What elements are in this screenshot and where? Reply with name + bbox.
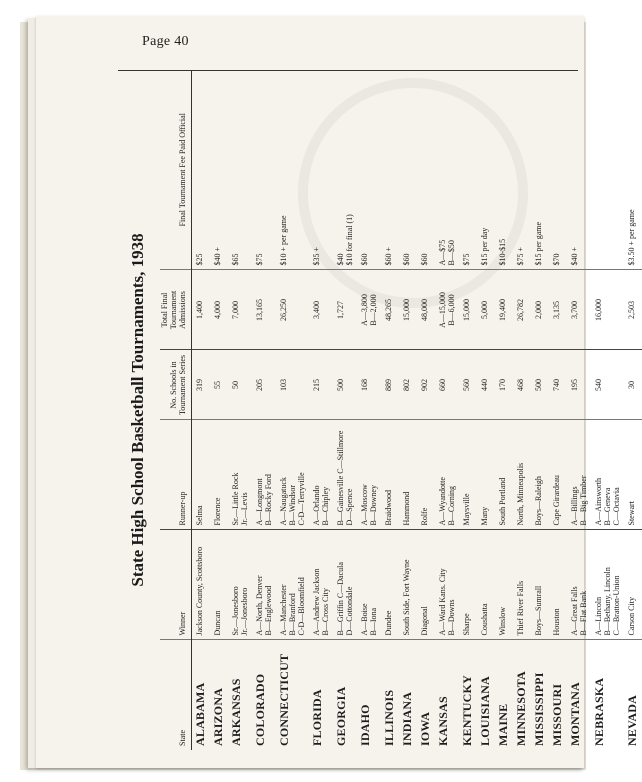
row-runner-up: A—Billings B—Big Timber [567, 420, 591, 530]
header-state: State [160, 640, 192, 750]
landscape-table-block [118, 70, 639, 750]
row-total-admissions: 19,400 [495, 270, 513, 350]
row-winner: Jackson County, Scottsboro [192, 530, 211, 640]
table-row [495, 70, 513, 750]
row-total-admissions: 15,000 [459, 270, 477, 350]
table-row [591, 70, 624, 750]
table-row [357, 70, 381, 750]
row-state: MISSOURI [550, 683, 564, 746]
row-winner: Sharpe [459, 530, 477, 640]
row-state: MONTANA [568, 682, 582, 746]
row-winner: A—Great Falls B—Flat Bank [567, 530, 591, 640]
row-state: KANSAS [436, 696, 450, 746]
row-runner-up: Rolfe [417, 420, 435, 530]
row-runner-up: North, Minneapolis [513, 420, 531, 530]
table-row [417, 70, 435, 750]
row-runner-up: Selma [192, 420, 211, 530]
table-row [459, 70, 477, 750]
row-final-fee: $60 [399, 70, 417, 270]
row-no-schools: 740 [549, 350, 567, 420]
row-final-fee: $75 + [513, 70, 531, 270]
row-runner-up: Hammond [399, 420, 417, 530]
table-row [624, 70, 642, 750]
row-winner: A—Manchester B—Branford C-D—Bloomfield [276, 530, 309, 640]
row-winner: Duncan [210, 530, 228, 640]
row-final-fee: $60 [417, 70, 435, 270]
row-final-fee: $40 + [210, 70, 228, 270]
row-winner: South Side, Fort Wayne [399, 530, 417, 640]
table-row [567, 70, 591, 750]
row-total-admissions: 26,250 [276, 270, 309, 350]
row-runner-up: Boys—Raleigh [531, 420, 549, 530]
row-final-fee: $40 $10 for final (1) [333, 70, 357, 270]
row-final-fee: $15 per day [477, 70, 495, 270]
row-final-fee: $3.50 + per game [624, 70, 642, 270]
row-final-fee: $70 [549, 70, 567, 270]
row-total-admissions: 4,000 [210, 270, 228, 350]
table-row [210, 70, 228, 750]
row-state: IDAHO [358, 704, 372, 746]
row-winner: Sr.—Jonesboro Jr.—Jonesboro [228, 530, 252, 640]
row-runner-up: Many [477, 420, 495, 530]
row-total-admissions: 48,000 [417, 270, 435, 350]
row-runner-up: South Portland [495, 420, 513, 530]
row-runner-up: B—Gainesville C—Stillmore D—Spence [333, 420, 357, 530]
row-no-schools: 902 [417, 350, 435, 420]
row-state: CONNECTICUT [277, 653, 291, 746]
row-total-admissions: 5,000 [477, 270, 495, 350]
row-runner-up: Stewart [624, 420, 642, 530]
row-state: ARIZONA [211, 687, 225, 746]
table-row [252, 70, 276, 750]
row-final-fee: $75 [459, 70, 477, 270]
row-state: COLORADO [253, 673, 267, 746]
row-winner: A—Andrew Jackson B—Cross City [309, 530, 333, 640]
row-state: INDIANA [400, 691, 414, 746]
row-state: KENTUCKY [460, 675, 474, 746]
row-no-schools: 540 [591, 350, 624, 420]
row-no-schools: 889 [381, 350, 399, 420]
table-row [192, 70, 211, 750]
row-no-schools: 215 [309, 350, 333, 420]
table-row [435, 70, 459, 750]
table-row [477, 70, 495, 750]
row-state: FLORIDA [310, 689, 324, 746]
row-total-admissions: A—3,800 B—2,000 [357, 270, 381, 350]
row-no-schools: 55 [210, 350, 228, 420]
row-final-fee: $65 [228, 70, 252, 270]
row-state: NEBRASKA [592, 677, 606, 746]
row-state: MISSISSIPPI [532, 672, 546, 746]
table-header-row [160, 70, 192, 750]
row-state: ILLINOIS [382, 689, 396, 746]
row-total-admissions: 3,400 [309, 270, 333, 350]
row-no-schools: 195 [567, 350, 591, 420]
table-row [513, 70, 531, 750]
row-runner-up: Sr.—Little Rock Jr.—Levis [228, 420, 252, 530]
row-runner-up: A—Wyandotte B—Corning [435, 420, 459, 530]
row-final-fee: $25 [192, 70, 211, 270]
row-state: LOUISIANA [478, 676, 492, 746]
row-final-fee: $10-$15 [495, 70, 513, 270]
row-winner: A—Lincoln B—Bethany, Lincoln C—Bratton-Union [591, 530, 624, 640]
table-row [531, 70, 549, 750]
header-final-fee: Final Tournament Fee Paid Official [160, 70, 192, 270]
row-winner: Carson City [624, 530, 642, 640]
row-winner: B—Griffin C—Dacula D—Cottondale [333, 530, 357, 640]
table-row [381, 70, 399, 750]
header-total-final: Total Final Tournament Admissions [160, 270, 192, 350]
page-number: Page 40 [142, 34, 189, 49]
row-runner-up: Florence [210, 420, 228, 530]
table-row [549, 70, 567, 750]
table-title: State High School Basketball Tournaments, 1938 [128, 233, 147, 587]
table-row [399, 70, 417, 750]
row-no-schools: 168 [357, 350, 381, 420]
table-row [309, 70, 333, 750]
row-state: MINNESOTA [514, 671, 528, 746]
row-no-schools: 205 [252, 350, 276, 420]
row-state: NEVADA [625, 695, 639, 746]
row-winner: Coushatta [477, 530, 495, 640]
row-total-admissions: 26,782 [513, 270, 531, 350]
row-total-admissions: A—15,000 B—6,000 [435, 270, 459, 350]
row-final-fee: $60 [357, 70, 381, 270]
row-no-schools: 103 [276, 350, 309, 420]
row-winner: Houston [549, 530, 567, 640]
row-no-schools: 319 [192, 350, 211, 420]
row-final-fee: $15 per game [531, 70, 549, 270]
row-final-fee: $75 [252, 70, 276, 270]
row-runner-up: A—Ainsworth B—Geneva C—Octavia [591, 420, 624, 530]
row-total-admissions: 1,727 [333, 270, 357, 350]
row-total-admissions: 16,000 [591, 270, 624, 350]
row-no-schools: 468 [513, 350, 531, 420]
row-final-fee: $10 + per game [276, 70, 309, 270]
row-no-schools: 500 [333, 350, 357, 420]
row-total-admissions: 2,000 [531, 270, 549, 350]
table-row [228, 70, 252, 750]
header-no-schools: No. Schools in Tournament Series [160, 350, 192, 420]
row-final-fee: A—$75 B—$50 [435, 70, 459, 270]
row-no-schools: 500 [531, 350, 549, 420]
row-state: GEORGIA [334, 686, 348, 746]
row-no-schools: 30 [624, 350, 642, 420]
header-winner: Winner [160, 530, 192, 640]
row-total-admissions: 3,135 [549, 270, 567, 350]
row-no-schools: 440 [477, 350, 495, 420]
row-runner-up: A—Orlando B—Chipley [309, 420, 333, 530]
row-state: MAINE [496, 703, 510, 746]
row-state: ALABAMA [193, 682, 207, 746]
row-runner-up: A—Longmont B—Rocky Ford [252, 420, 276, 530]
row-winner: Winslow [495, 530, 513, 640]
row-no-schools: 802 [399, 350, 417, 420]
header-runner-up: Runner-up [160, 420, 192, 530]
row-no-schools: 660 [435, 350, 459, 420]
row-final-fee: $60 + [381, 70, 399, 270]
row-winner: Diagonal [417, 530, 435, 640]
row-total-admissions: 2,503 [624, 270, 642, 350]
tournament-table [160, 70, 642, 750]
row-winner: Dundee [381, 530, 399, 640]
row-total-admissions: 1,400 [192, 270, 211, 350]
row-runner-up: Braidwood [381, 420, 399, 530]
row-state: IOWA [418, 711, 432, 746]
row-total-admissions: 13,165 [252, 270, 276, 350]
row-no-schools: 170 [495, 350, 513, 420]
row-winner: A—North, Denver B—Englewood [252, 530, 276, 640]
row-final-fee: $35 + [309, 70, 333, 270]
rotated-content-area [118, 70, 639, 750]
row-total-admissions: 48,265 [381, 270, 399, 350]
row-total-admissions: 15,000 [399, 270, 417, 350]
row-no-schools: 560 [459, 350, 477, 420]
row-winner: Thief River Falls [513, 530, 531, 640]
row-runner-up: A—Naugatuck B—Windsor C-D—Terryville [276, 420, 309, 530]
row-winner: A—Ward Kans. City B—Downs [435, 530, 459, 640]
row-total-admissions: 3,700 [567, 270, 591, 350]
row-winner: Boys—Sumrall [531, 530, 549, 640]
row-total-admissions: 7,000 [228, 270, 252, 350]
row-runner-up: Maysville [459, 420, 477, 530]
table-row [333, 70, 357, 750]
row-winner: A—Boise B—Iona [357, 530, 381, 640]
row-final-fee: $40 + [567, 70, 591, 270]
row-runner-up: A—Moscow B—Downey [357, 420, 381, 530]
row-final-fee [591, 70, 624, 270]
row-runner-up: Cape Girardeau [549, 420, 567, 530]
row-state: ARKANSAS [229, 678, 243, 746]
row-no-schools: 50 [228, 350, 252, 420]
table-row [276, 70, 309, 750]
